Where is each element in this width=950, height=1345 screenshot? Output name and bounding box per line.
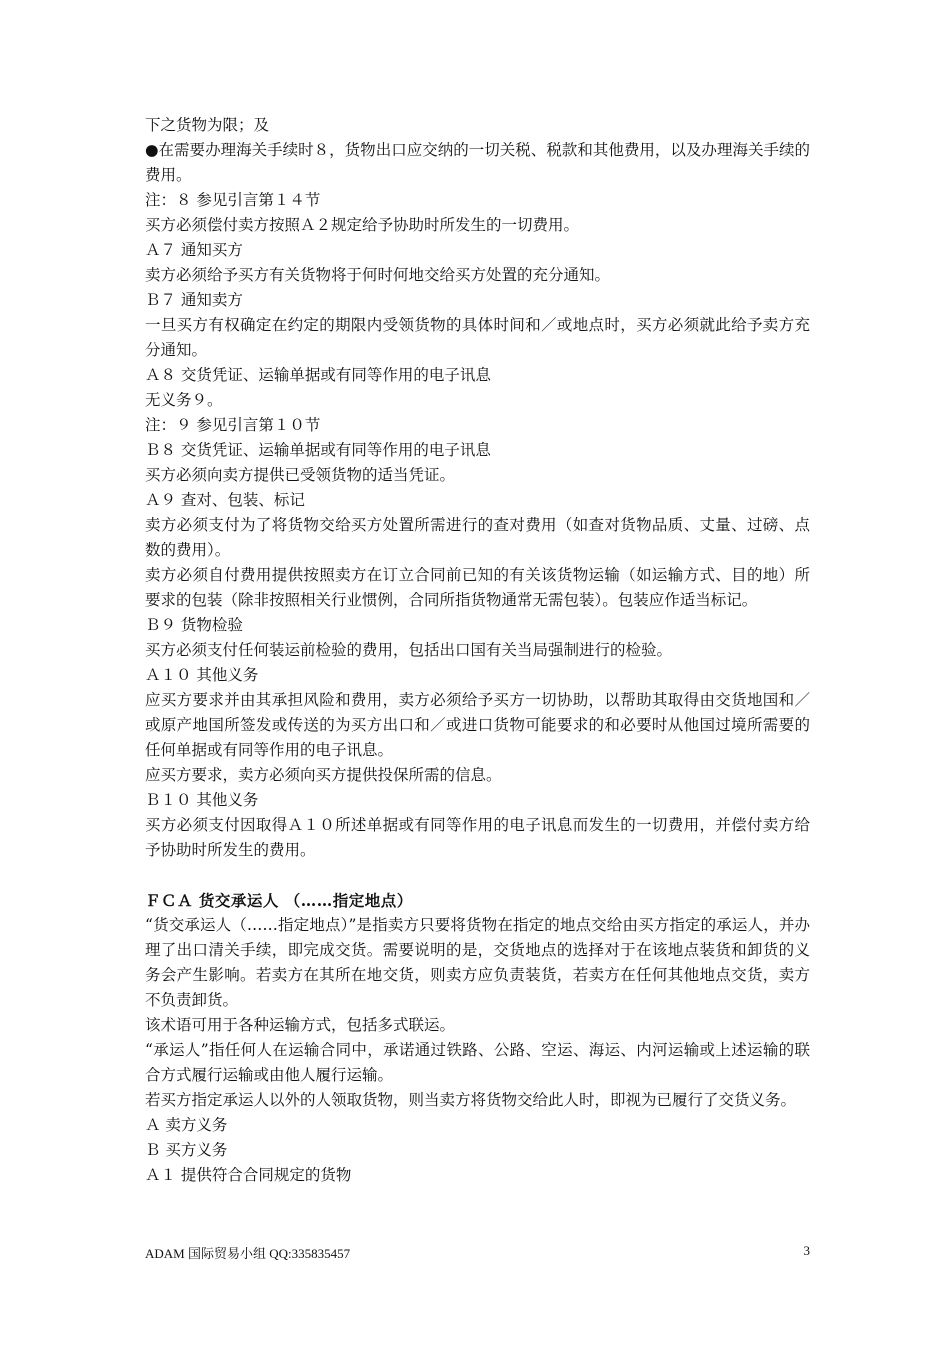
clause-heading: Ａ１ 提供符合合同规定的货物: [145, 1166, 352, 1184]
clause-heading: Ｂ７ 通知卖方: [145, 291, 243, 309]
clause-heading: Ａ９ 查对、包装、标记: [145, 491, 305, 509]
clause-heading: Ｂ１０ 其他义务: [145, 791, 259, 809]
paragraph: 买方必须支付因取得Ａ１０所述单据或有同等作用的电子讯息而发生的一切费用，并偿付卖方给予协助时所发生的费用。: [145, 816, 810, 859]
clause-heading: Ｂ８ 交货凭证、运输单据或有同等作用的电子讯息: [145, 441, 491, 459]
clause-heading: Ｂ９ 货物检验: [145, 616, 243, 634]
paragraph: ●在需要办理海关手续时８，货物出口应交纳的一切关税、税款和其他费用，以及办理海关手续的费用。: [145, 141, 810, 184]
paragraph: 无义务９。: [145, 391, 223, 409]
clause-heading: Ａ１０ 其他义务: [145, 666, 259, 684]
paragraph: 卖方必须自付费用提供按照卖方在订立合同前已知的有关该货物运输（如运输方式、目的地）所要求的包装（除非按照相关行业惯例，合同所指货物通常无需包装）。包装应作适当标记。: [145, 566, 810, 609]
paragraph: 应买方要求，卖方必须向买方提供投保所需的信息。: [145, 766, 502, 784]
paragraph: “承运人”指任何人在运输合同中，承诺通过铁路、公路、空运、海运、内河运输或上述运输的联合方式履行运输或由他人履行运输。: [145, 1041, 810, 1084]
clause-heading: Ａ 卖方义务: [145, 1116, 228, 1134]
paragraph: 注：９ 参见引言第１０节: [145, 416, 321, 434]
document-body: [145, 113, 810, 1188]
footer-text: ADAM 国际贸易小组 QQ:335835457: [145, 1246, 351, 1261]
clause-heading: Ｂ 买方义务: [145, 1141, 228, 1159]
paragraph: 卖方必须支付为了将货物交给买方处置所需进行的查对费用（如查对货物品质、丈量、过磅、点数的费用）。: [145, 516, 810, 559]
clause-heading: Ａ７ 通知买方: [145, 241, 243, 259]
paragraph: 下之货物为限；及: [145, 116, 270, 134]
paragraph: 注：８ 参见引言第１４节: [145, 191, 321, 209]
paragraph: 买方必须偿付卖方按照Ａ２规定给予协助时所发生的一切费用。: [145, 216, 580, 234]
paragraph: 买方必须支付任何装运前检验的费用，包括出口国有关当局强制进行的检验。: [145, 641, 673, 659]
paragraph: 若买方指定承运人以外的人领取货物，则当卖方将货物交给此人时，即视为已履行了交货义务。: [145, 1091, 797, 1109]
clause-heading: Ａ８ 交货凭证、运输单据或有同等作用的电子讯息: [145, 366, 491, 384]
paragraph: “货交承运人（……指定地点）”是指卖方只要将货物在指定的地点交给由买方指定的承运人，并办理了出口清关手续，即完成交货。需要说明的是，交货地点的选择对于在该地点装货和卸货的义务会产生影响。若卖方在其所在地交货，则卖方应负责装货，若卖方在任何其他地点交货，卖方不负责卸货。: [145, 916, 810, 1009]
paragraph: 该术语可用于各种运输方式，包括多式联运。: [145, 1016, 456, 1034]
paragraph: 应买方要求并由其承担风险和费用，卖方必须给予买方一切协助，以帮助其取得由交货地国和／或原产地国所签发或传送的为买方出口和／或进口货物可能要求的和必要时从他国过境所需要的任何单据或有同等作用的电子讯息。: [145, 691, 810, 759]
section-heading: ＦＣＡ 货交承运人 （……指定地点）: [145, 891, 413, 910]
page-number: 3: [803, 1243, 810, 1258]
paragraph: 一旦买方有权确定在约定的期限内受领货物的具体时间和／或地点时，买方必须就此给予卖方充分通知。: [145, 316, 810, 359]
paragraph: 买方必须向卖方提供已受领货物的适当凭证。: [145, 466, 456, 484]
page-footer: [145, 1243, 810, 1267]
paragraph: 卖方必须给予买方有关货物将于何时何地交给买方处置的充分通知。: [145, 266, 611, 284]
